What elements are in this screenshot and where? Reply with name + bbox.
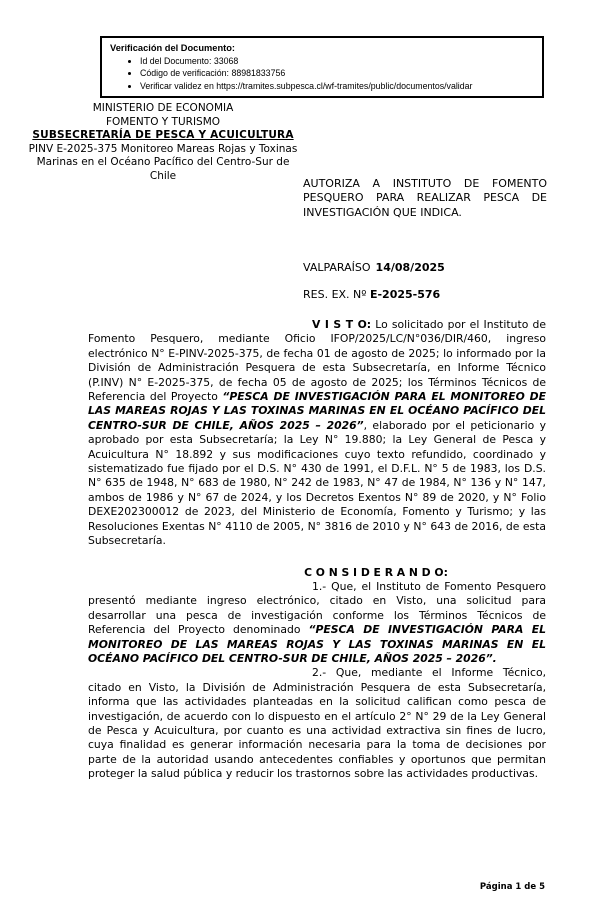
verification-item-document-id: • Id del Documento: 33068 [140, 55, 538, 67]
considerando-item-1-text: Que, el Instituto de Fomento Pesquero presentó mediante ingreso electrónico, citado en Visto, una solicitud para desarrollar una pesca de investigación conforme los Términos Técnicos de Referencia del Proyecto denominado [88, 579, 546, 637]
subject-paragraph: AUTORIZA A INSTITUTO DE FOMENTO PESQUERO PARA REALIZAR PESCA DE INVESTIGACIÓN QUE INDICA. [303, 177, 547, 219]
visto-project-title: “PESCA DE INVESTIGACIÓN PARA EL MONITOREO DE LAS MAREAS ROJAS Y LAS TOXINAS MARINAS EN EL OCÉANO PACÍFICO DEL CENTRO-SUR DE CHILE, AÑOS 2025 – 2026” [88, 390, 547, 432]
visto-label: V I S T O: [312, 318, 372, 331]
visto-text-before-title: Lo solicitado por el Instituto de Fomento Pesquero, mediante Oficio IFOP/2025/LC/N°036/DIR/460, ingreso electrónico N° E-PINV-2025-375, de fecha 01 de agosto de 2025; lo informado por la División de Administración Pesquera de esta Subsecretaría, en Informe Técnico (P.INV) N° E-2025-375, de fecha 05 de agosto de 2025; los Términos Técnicos de Referencia del Proyecto [88, 318, 547, 404]
considerando-item-2 [88, 666, 546, 781]
place-name: VALPARAÍSO [303, 261, 371, 274]
visto-text-after-title: , elaborado por el peticionario y aprobado por esta Subsecretaría; la Ley N° 19.880; la Ley General de Pesca y Acuicultura N° 18.892 y sus modificaciones cuyo texto refundido, coordinado y sistematizado fue fijado por el D.S. N° 430 de 1991, el D.F.L. N° 5 de 1983, los D.S. N° 635 de 1948, N° 683 de 1980, N° 242 de 1983, N° 47 de 1984, N° 136 y N° 147, ambos de 1986 y N° 67 de 2024, y los Decretos Exentos N° 89 de 2020, y N° Folio DEXE202300012 de 2023, del Ministerio de Economía, Fomento y Turismo; y las Resoluciones Exentas N° 4110 de 2005, N° 3816 de 2010 y N° 643 de 2016, de esta Subsecretaría. [88, 418, 546, 548]
considerando-item-1 [88, 580, 546, 666]
resolution-prefix: RES. EX. Nº [303, 288, 367, 301]
letterhead [23, 102, 303, 184]
verification-list [110, 55, 538, 92]
considerando-item-1-number: 1.- [312, 579, 327, 593]
page-number-footer: Página 1 de 5 [479, 882, 545, 892]
visto-paragraph [88, 318, 546, 549]
resolution-number: E-2025-576 [369, 288, 441, 301]
document-body [88, 318, 546, 782]
subsecretaria-title: SUBSECRETARÍA DE PESCA Y ACUICULTURA [32, 129, 294, 142]
verification-title: Verificación del Documento: [110, 43, 236, 53]
resolution-date: 14/08/2025 [375, 261, 445, 274]
ministry-line-2: FOMENTO Y TURISMO [105, 115, 221, 128]
verification-item-code: • Código de verificación: 88981833756 [140, 67, 538, 79]
considerando-heading: C O N S I D E R A N D O: [304, 565, 448, 579]
resolution-number-line [303, 288, 440, 302]
considerando-item-1-project-title: “PESCA DE INVESTIGACIÓN PARA EL MONITOREO DE LAS MAREAS ROJAS Y LAS TOXINAS MARINAS EN EL OCÉANO PACÍFICO DEL CENTRO-SUR DE CHILE, AÑOS 2025 – 2026”. [88, 623, 546, 665]
considerando-item-2-number: 2.- [312, 666, 327, 680]
ministry-line-1: MINISTERIO DE ECONOMIA [92, 102, 234, 114]
project-reference: PINV E-2025-375 Monitoreo Mareas Rojas y Toxinas Marinas en el Océano Pacífico del Centro-Sur de Chile [28, 142, 298, 182]
considerando-item-2-text: Que, mediante el Informe Técnico, citado en Visto, la División de Administración Pesquera de esta Subsecretaría, informa que las actividades planteadas en la solicitud califican como pesca de investigación, de acuerdo con lo dispuesto en el artículo 2° N° 29 de la Ley General de Pesca y Acuicultura, por cuanto es una actividad extractiva sin fines de lucro, cuya finalidad es generar información necesaria para la toma de decisiones por parte de la autoridad usando antecedentes confiables y oportunos que permitan proteger la salud pública y reducir los trastornos sobre las actividades productivas. [88, 666, 546, 781]
place-date-line [303, 261, 445, 275]
verification-item-url: • Verificar validez en https://tramites.subpesca.cl/wf-tramites/public/documentos/validar [140, 80, 538, 92]
verification-box [100, 36, 544, 98]
